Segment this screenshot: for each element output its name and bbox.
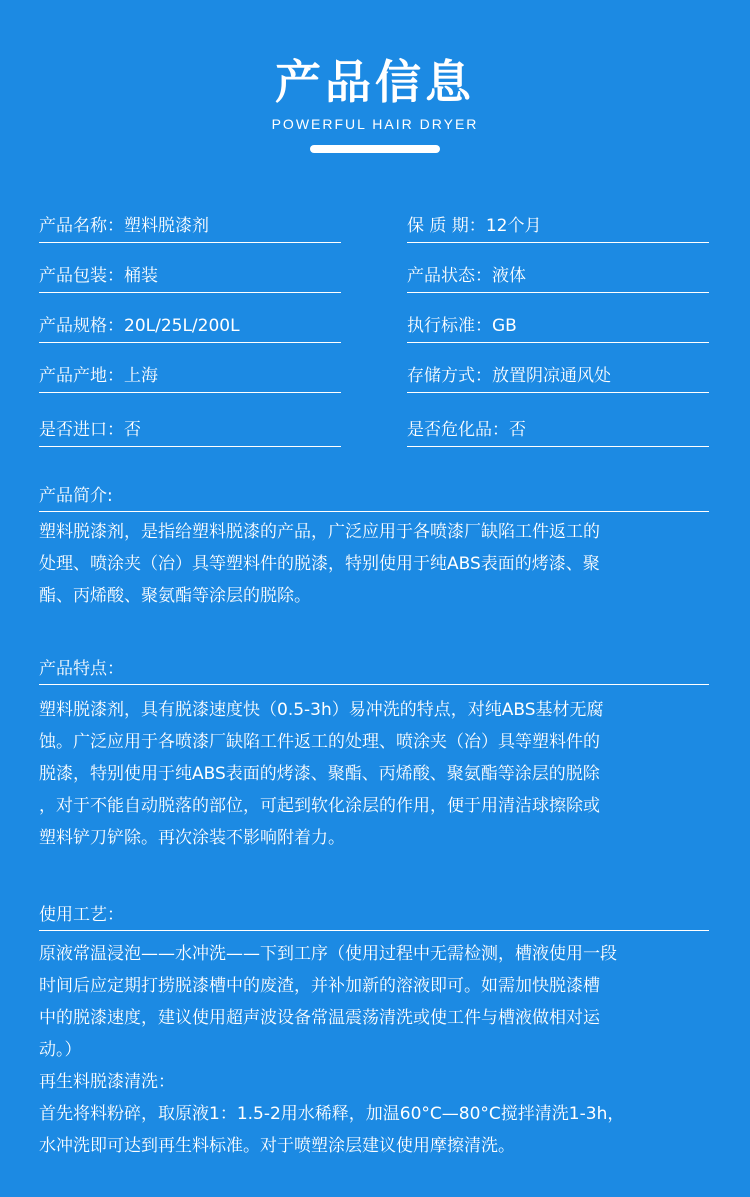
field-imported — [39, 414, 341, 447]
intro-text — [39, 516, 714, 612]
field-storage — [407, 360, 709, 393]
field-value: 桶装 — [124, 266, 158, 286]
field-value: 液体 — [492, 266, 526, 286]
process-line: 再生料脱漆清洗： — [39, 1072, 175, 1092]
field-value: 否 — [509, 420, 526, 440]
field-value: 20L/25L/200L — [124, 316, 240, 336]
process-line: 水冲洗即可达到再生料标准。对于喷塑涂层建议使用摩擦清洗。 — [39, 1136, 515, 1156]
features-line: 脱漆，特别使用于纯ABS表面的烤漆、聚酯、丙烯酸、聚氨酯等涂层的脱除 — [39, 764, 600, 784]
field-label: 是否危化品： — [407, 420, 509, 440]
field-label: 存储方式： — [407, 366, 492, 386]
process-line: 原液常温浸泡——水冲洗——下到工序（使用过程中无需检测，槽液使用一段 — [39, 944, 617, 964]
field-specification — [39, 310, 341, 343]
field-value: GB — [492, 316, 517, 336]
field-packaging — [39, 260, 341, 293]
features-line: ，对于不能自动脱落的部位，可起到软化涂层的作用，便于用清洁球擦除或 — [39, 796, 600, 816]
field-state — [407, 260, 709, 293]
process-line: 动。） — [39, 1040, 82, 1060]
header — [0, 0, 750, 160]
page-subtitle: POWERFUL HAIR DRYER — [271, 116, 479, 132]
field-label: 产品名称： — [39, 216, 124, 236]
field-origin — [39, 360, 341, 393]
features-heading: 产品特点： — [39, 654, 709, 685]
field-label: 产品状态： — [407, 266, 492, 286]
intro-line: 处理、喷涂夹（冶）具等塑料件的脱漆，特别使用于纯ABS表面的烤漆、聚 — [39, 554, 600, 574]
features-line: 蚀。广泛应用于各喷漆厂缺陷工件返工的处理、喷涂夹（冶）具等塑料件的 — [39, 732, 600, 752]
intro-line: 塑料脱漆剂，是指给塑料脱漆的产品，广泛应用于各喷漆厂缺陷工件返工的 — [39, 522, 600, 542]
field-value: 塑料脱漆剂 — [124, 216, 209, 236]
field-label: 产品规格： — [39, 316, 124, 336]
field-product-name — [39, 210, 341, 243]
field-label: 保 质 期： — [407, 216, 486, 236]
features-text — [39, 694, 714, 854]
process-heading: 使用工艺： — [39, 900, 709, 931]
features-line: 塑料脱漆剂，具有脱漆速度快（0.5-3h）易冲洗的特点，对纯ABS基材无腐 — [39, 700, 604, 720]
field-value: 否 — [124, 420, 141, 440]
field-label: 产品产地： — [39, 366, 124, 386]
process-text — [39, 938, 714, 1162]
field-shelf-life — [407, 210, 709, 243]
field-label: 产品包装： — [39, 266, 124, 286]
title-underline-bar — [310, 145, 440, 153]
field-label: 是否进口： — [39, 420, 124, 440]
process-line: 中的脱漆速度，建议使用超声波设备常温震荡清洗或使工件与槽液做相对运 — [39, 1008, 600, 1028]
field-value: 放置阴凉通风处 — [492, 366, 611, 386]
field-hazardous — [407, 414, 709, 447]
page-title: 产品信息 — [275, 55, 475, 109]
process-line: 首先将料粉碎，取原液1：1.5-2用水稀释，加温60°C—80°C搅拌清洗1-3h， — [39, 1104, 625, 1124]
field-standard — [407, 310, 709, 343]
intro-heading: 产品简介: — [39, 481, 709, 512]
process-line: 时间后应定期打捞脱漆槽中的废渣，并补加新的溶液即可。如需加快脱漆槽 — [39, 976, 600, 996]
field-label: 执行标准： — [407, 316, 492, 336]
intro-line: 酯、丙烯酸、聚氨酯等涂层的脱除。 — [39, 586, 311, 606]
field-value: 上海 — [124, 366, 158, 386]
features-line: 塑料铲刀铲除。再次涂装不影响附着力。 — [39, 828, 345, 848]
field-value: 12个月 — [485, 216, 542, 236]
